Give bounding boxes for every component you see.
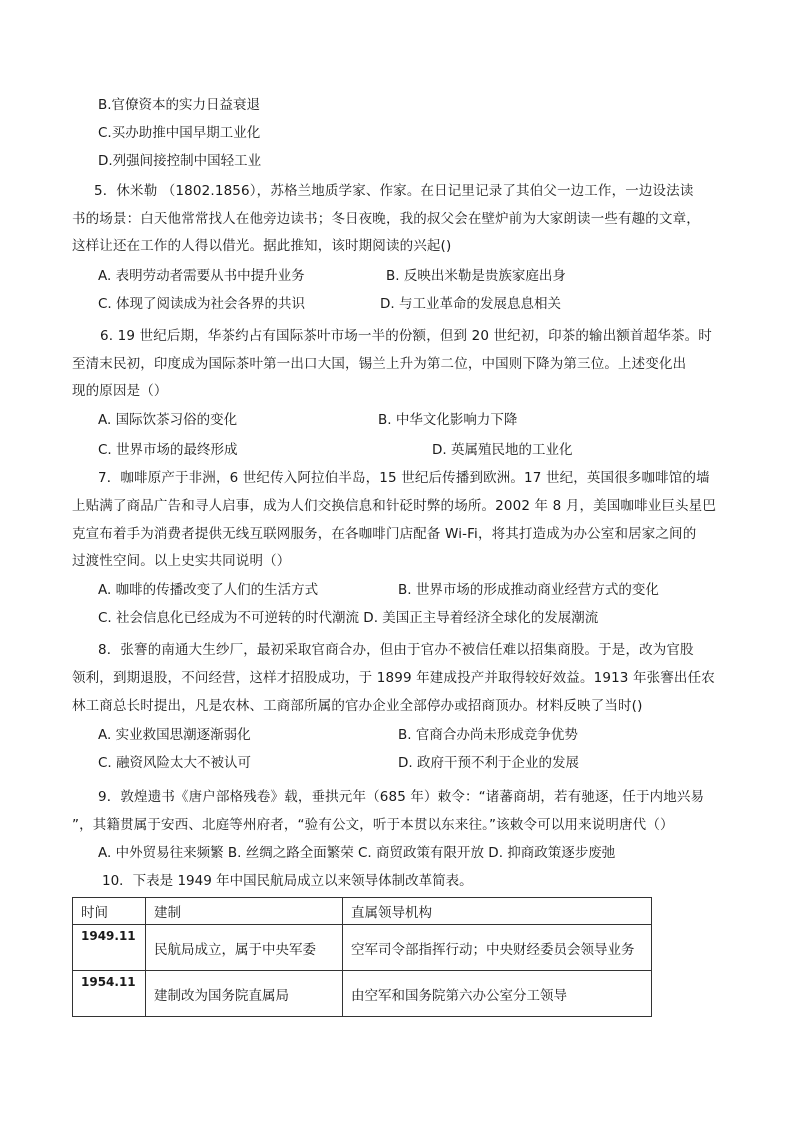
q8-option-b: B. 官商合办尚未形成竞争优势 bbox=[398, 727, 578, 743]
q6-stem-line-2: 至清末民初，印度成为国际茶叶第一出口大国，锡兰上升为第二位，中国则下降为第三位。上述变化出 bbox=[72, 356, 687, 372]
table-row bbox=[73, 971, 652, 1017]
q9-options: A. 中外贸易往来频繁 B. 丝绸之路全面繁荣 C. 商贸政策有限开放 D. 抑商政策逐步废弛 bbox=[98, 845, 616, 861]
q8-stem-line-1: 8．张謇的南通大生纱厂，最初采取官商合办，但由于官办不被信任难以招集商股。于是，改为官股 bbox=[98, 642, 694, 658]
leadership-reform-table bbox=[72, 897, 652, 1017]
table-header-row bbox=[73, 898, 652, 925]
q7-stem-line-4: 过渡性空间。以上史实共同说明（） bbox=[72, 553, 291, 569]
q10-stem: 10．下表是 1949 年中国民航局成立以来领导体制改革简表。 bbox=[102, 873, 473, 889]
q8-option-d: D. 政府干预不利于企业的发展 bbox=[398, 755, 579, 771]
q7-stem-line-3: 克宣布着手为消费者提供无线互联网服务，在各咖啡门店配备 Wi-Fi，将其打造成为办公室和居家之间的 bbox=[72, 526, 697, 542]
q6-option-c: C. 世界市场的最终形成 bbox=[98, 442, 238, 458]
q6-stem-line-1: 6. 19 世纪后期，华茶约占有国际茶叶市场一半的份额，但到 20 世纪初，印茶的输出额首超华茶。时 bbox=[100, 328, 712, 344]
q7-stem-line-1: 7．咖啡原产于非洲，6 世纪传入阿拉伯半岛，15 世纪后传播到欧洲。17 世纪，英国很多咖啡馆的墙 bbox=[98, 470, 710, 486]
q5-stem-line-3: 这样让还在工作的人得以借光。据此推知，该时期阅读的兴起() bbox=[72, 238, 452, 254]
q6-stem-line-3: 现的原因是（） bbox=[72, 383, 168, 399]
q7-stem-line-2: 上贴满了商品广告和寻人启事，成为人们交换信息和针砭时弊的场所。2002 年 8 月，美国咖啡业巨头星巴 bbox=[72, 498, 716, 514]
q8-option-a: A. 实业救国思潮逐渐弱化 bbox=[98, 727, 251, 743]
table-cell-year: 1949.11 bbox=[73, 925, 146, 971]
q7-option-b: B. 世界市场的形成推动商业经营方式的变化 bbox=[398, 582, 659, 598]
q6-option-a: A. 国际饮茶习俗的变化 bbox=[98, 412, 238, 428]
q7-option-a: A. 咖啡的传播改变了人们的生活方式 bbox=[98, 582, 319, 598]
q4-option-c: C.买办助推中国早期工业化 bbox=[98, 125, 261, 141]
table-header-cell: 直属领导机构 bbox=[343, 898, 652, 925]
q6-option-d: D. 英属殖民地的工业化 bbox=[432, 442, 573, 458]
table-cell: 建制改为国务院直属局 bbox=[146, 971, 343, 1017]
q5-stem-line-1: 5．休米勒 （1802.1856），苏格兰地质学家、作家。在日记里记录了其伯父一边工作，一边设法读 bbox=[94, 183, 694, 199]
table-header-cell: 建制 bbox=[146, 898, 343, 925]
table-row bbox=[73, 925, 652, 971]
q5-option-a: A. 表明劳动者需要从书中提升业务 bbox=[98, 268, 305, 284]
table-cell: 空军司令部指挥行动；中央财经委员会领导业务 bbox=[343, 925, 652, 971]
q8-stem-line-2: 领利，到期退股，不问经营，这样才招股成功，于 1899 年建成投产并取得较好效益。1913 年张謇出任农 bbox=[72, 670, 715, 686]
q4-option-d: D.列强间接控制中国轻工业 bbox=[98, 153, 262, 169]
table-cell-year: 1954.11 bbox=[73, 971, 146, 1017]
q5-stem-line-2: 书的场景：白天他常常找人在他旁边读书；冬日夜晚，我的叔父会在壁炉前为大家朗读一些有趣的文章， bbox=[72, 211, 700, 227]
q9-stem-line-2: ”，其籍贯属于安西、北庭等州府者，“验有公文，听于本贯以东来往。”该敕令可以用来说明唐代（） bbox=[72, 817, 674, 833]
q5-option-c: C. 体现了阅读成为社会各界的共识 bbox=[98, 296, 306, 312]
q9-stem-line-1: 9．敦煌遗书《唐户部格残卷》载，垂拱元年（685 年）敕令：“诸蕃商胡，若有驰逐，任于内地兴易 bbox=[98, 789, 705, 805]
q8-option-c: C. 融资风险太大不被认可 bbox=[98, 755, 252, 771]
q5-option-b: B. 反映出米勒是贵族家庭出身 bbox=[386, 268, 566, 284]
q8-stem-line-3: 林工商总长时提出，凡是农林、工商部所属的官办企业全部停办或招商顶办。材料反映了当时() bbox=[72, 698, 643, 714]
q7-option-cd: C. 社会信息化已经成为不可逆转的时代潮流 D. 美国正主导着经济全球化的发展潮流 bbox=[98, 610, 599, 626]
table-cell: 民航局成立，属于中央军委 bbox=[146, 925, 343, 971]
table-cell: 由空军和国务院第六办公室分工领导 bbox=[343, 971, 652, 1017]
q4-option-b: B.官僚资本的实力日益衰退 bbox=[98, 97, 261, 113]
q6-option-b: B. 中华文化影响力下降 bbox=[378, 412, 518, 428]
table-header-cell: 时间 bbox=[73, 898, 146, 925]
q5-option-d: D. 与工业革命的发展息息相关 bbox=[380, 296, 561, 312]
